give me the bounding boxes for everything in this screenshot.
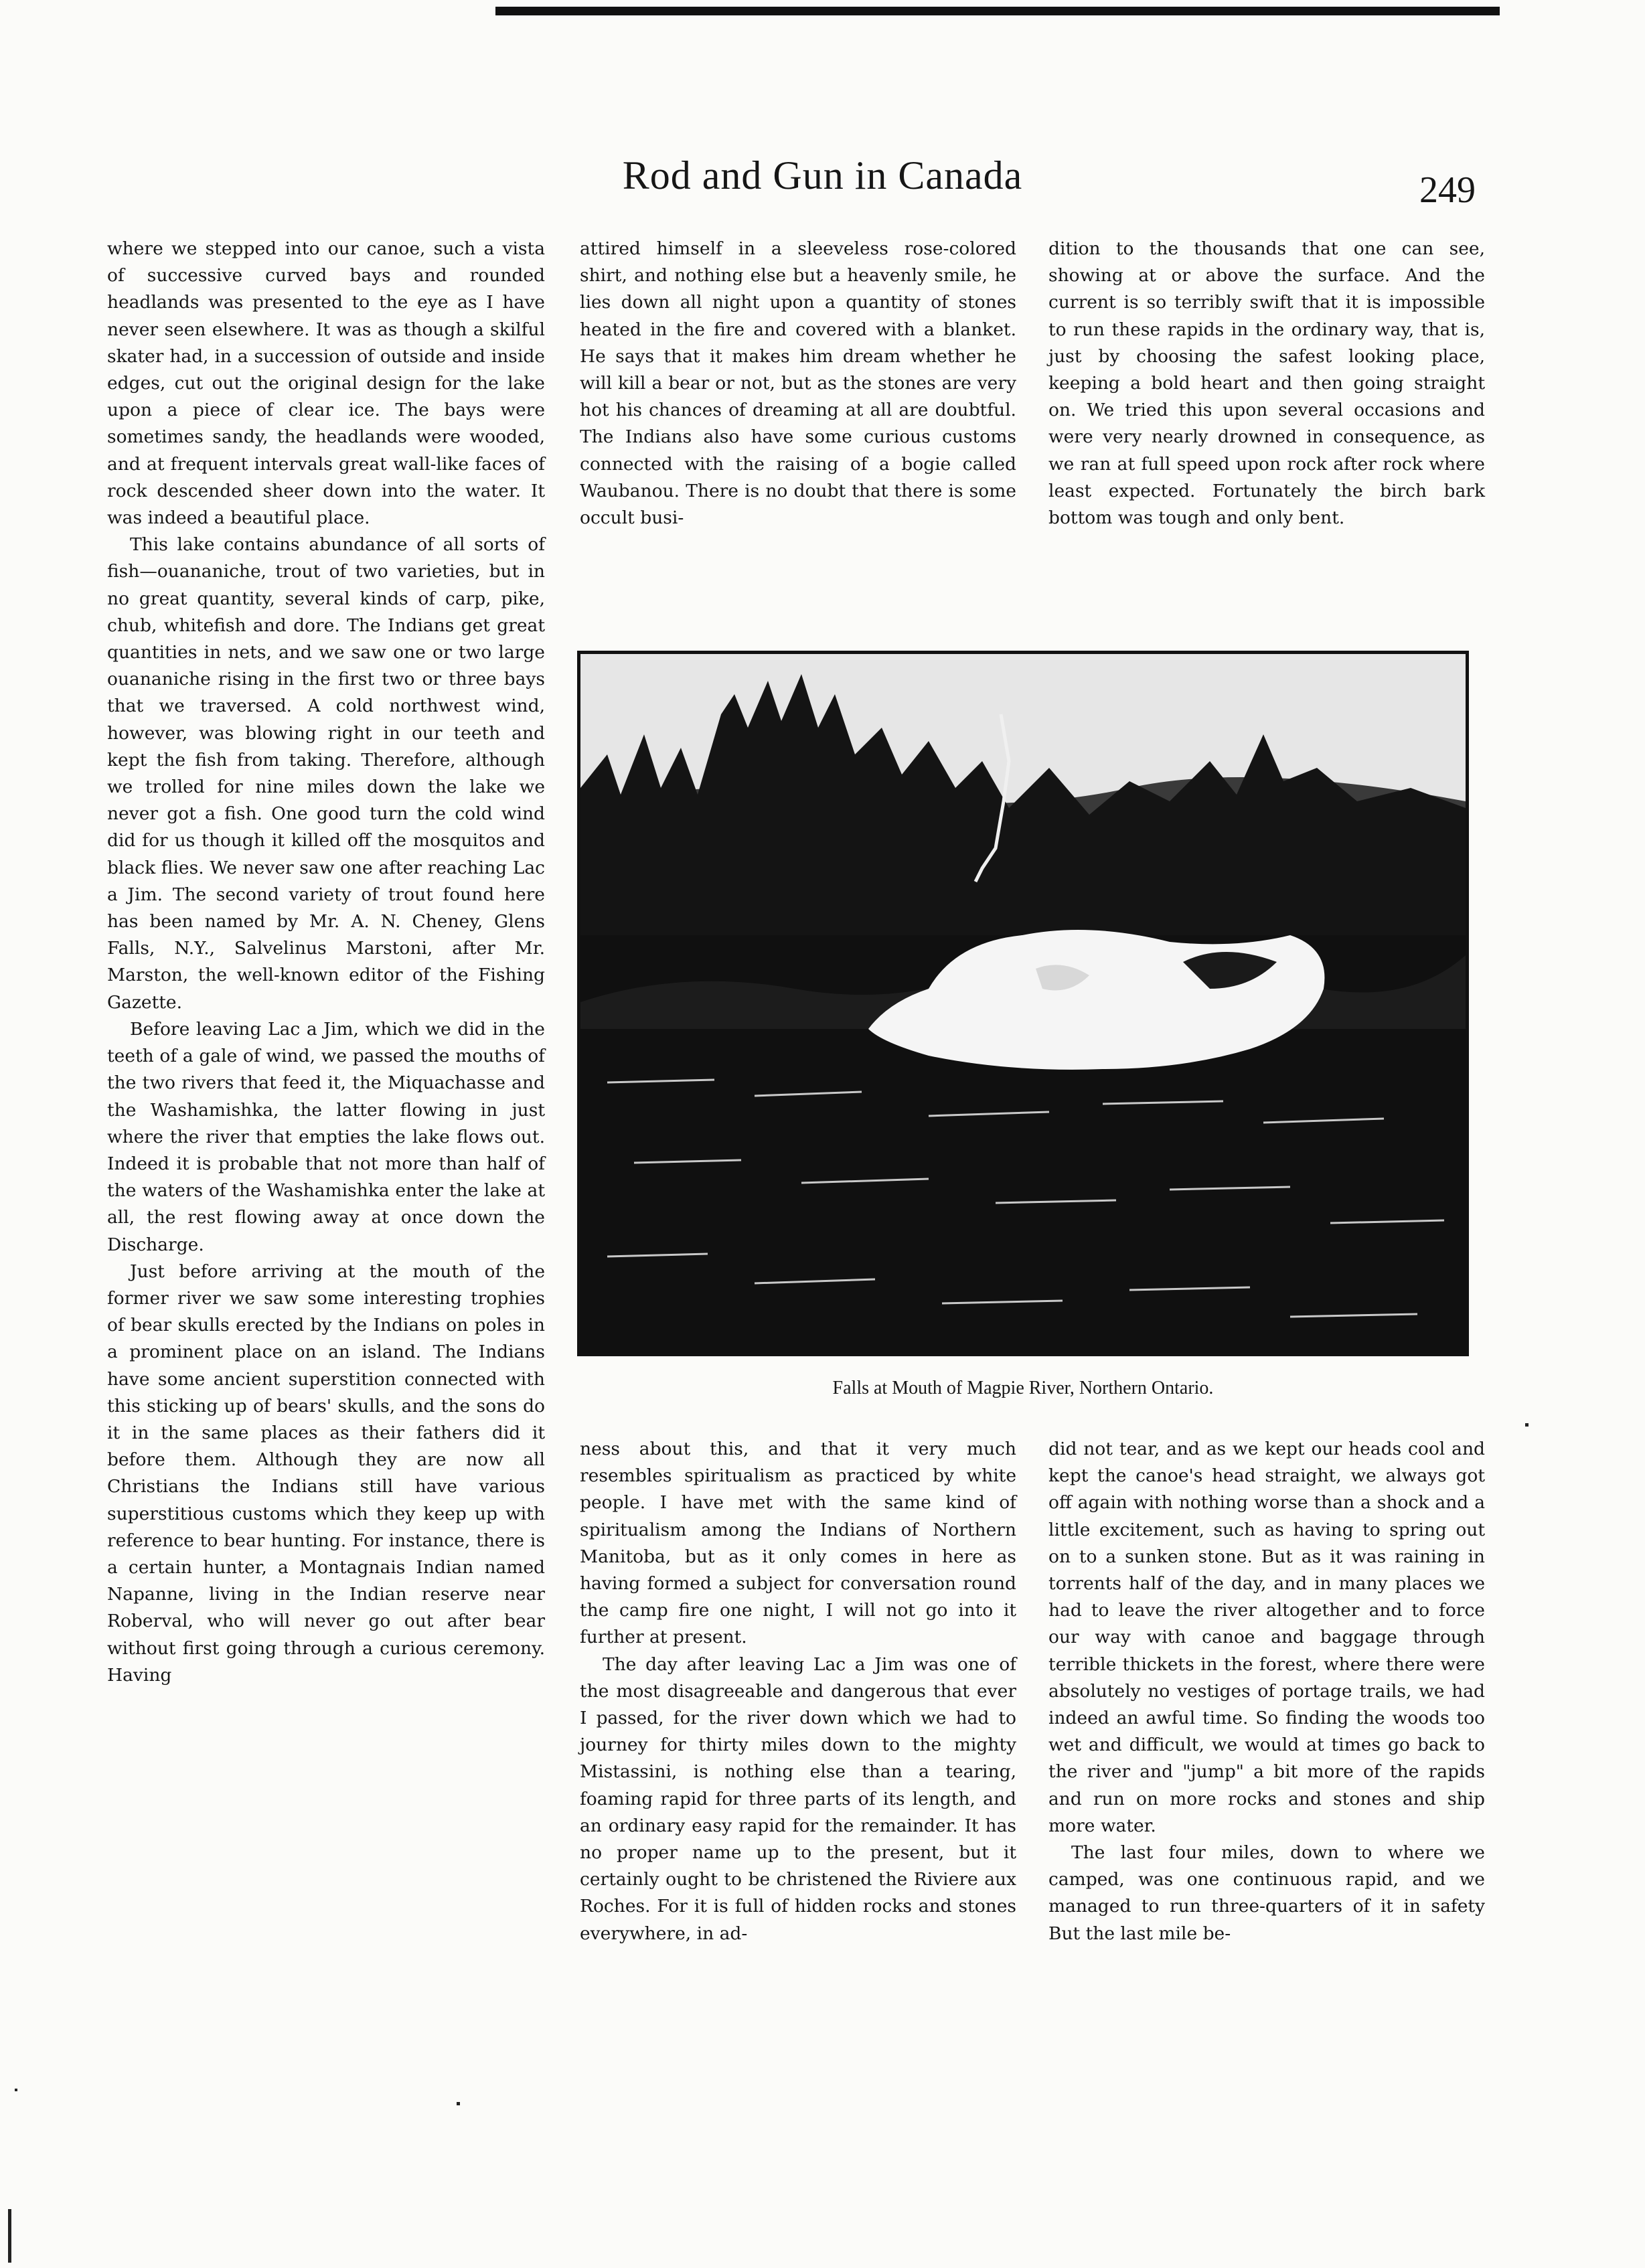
paragraph: Before leaving Lac a Jim, which we did in the teeth of a gale of wind, we passed the mouths of the two rivers that feed it, the Miquachasse and the Washamishka, the latter flowing in just where the river that empties the lake flows out. Indeed it is probable that not more than half of the waters of the Washamishka enter the lake at all, the rest flowing away at once down the Discharge. [107, 1018, 545, 1255]
page-number: 249 [1419, 169, 1476, 211]
column-2-top [580, 236, 1016, 532]
paragraph: The day after leaving Lac a Jim was one of the most disagreeable and dangerous that ever I passed, for the river down which we had to journey for thirty miles down to the mighty Mistassini, is nothing else than a tearing, foaming rapid for three parts of its length, and an ordinary easy rapid for the remainder. It has no proper name up to the present, but it certainly ought to be christened the Riviere aux Roches. For it is full of hidden rocks and stones everywhere, in ad- [580, 1653, 1016, 1944]
scan-speck [457, 2102, 460, 2105]
column-3-top [1048, 236, 1485, 532]
scan-edge-mark [8, 2209, 11, 2263]
paragraph: dition to the thousands that one can see, showing at or above the surface. And the current is so terribly swift that it is impossible to run these rapids in the ordinary way, that is, just by choosing the safest looking place, keeping a bold heart and then going straight on. We tried this upon several occasions and were very nearly drowned in consequence, as we ran at full speed upon rock after rock where least expected. Fortunately the birch bark bottom was tough and only bent. [1048, 238, 1485, 529]
running-header-title: Rod and Gun in Canada [622, 153, 1023, 197]
photograph-magpie-falls [577, 651, 1469, 1356]
column-3-bottom [1048, 1436, 1485, 1947]
top-rule [495, 7, 1500, 15]
paragraph: where we stepped into our canoe, such a vista of successive curved bays and rounded headlands was presented to the eye as I have never seen elsewhere. It was as though a skilful skater had, in a succession of outside and inside edges, cut out the original design for the lake upon a piece of clear ice. The bays were sometimes sandy, the headlands were wooded, and at frequent intervals great wall-like faces of rock descended sheer down into the water. It was indeed a beautiful place. [107, 238, 545, 529]
column-2-bottom [580, 1436, 1016, 1947]
scan-speck [15, 2089, 17, 2091]
falls-photo-illustration [580, 654, 1466, 1353]
paragraph: Just before arriving at the mouth of the former river we saw some interesting trophies of bear skulls erected by the Indians on poles in a prominent place on an island. The Indians have some ancient superstition connected with this sticking up of bears' skulls, and the sons do it in the same places as their fathers did it before them. Although they are now all Christians the Indians still have various superstitious customs which they keep up with reference to bear hunting. For instance, there is a certain hunter, a Montagnais Indian named Napanne, living in the Indian reserve near Roberval, who will never go out after bear without first going through a curious ceremony. Having [107, 1261, 545, 1686]
paragraph: The last four miles, down to where we camped, was one continuous rapid, and we managed to run three-quarters of it in safety But the last mile be- [1048, 1842, 1485, 1944]
paragraph: This lake contains abundance of all sorts of fish—ouananiche, trout of two varieties, but in no great quantity, several kinds of carp, pike, chub, whitefish and dore. The Indians get great quantities in nets, and we saw one or two large ouananiche rising in the first two or three bays that we traversed. A cold northwest wind, however, was blowing right in our teeth and kept the fish from taking. Therefore, although we trolled for nine miles down the lake we never got a fish. One good turn the cold wind did for us though it killed off the mosquitos and black flies. We never saw one after reaching Lac a Jim. The second variety of trout found here has been named by Mr. A. N. Cheney, Glens Falls, N.Y., Salvelinus Marstoni, after Mr. Marston, the well-known editor of the Fishing Gazette. [107, 534, 545, 1013]
column-1 [107, 236, 545, 1689]
paragraph: attired himself in a sleeveless rose-colored shirt, and nothing else but a heavenly smile, he lies down all night upon a quantity of stones heated in the fire and covered with a blanket. He says that it makes him dream whether he will kill a bear or not, but as the stones are very hot his chances of dreaming at all are doubtful. The Indians also have some curious customs connected with the raising of a bogie called Waubanou. There is no doubt that there is some occult busi- [580, 238, 1016, 529]
figure-caption: Falls at Mouth of Magpie River, Northern Ontario. [832, 1378, 1214, 1398]
paragraph: ness about this, and that it very much resembles spiritualism as practiced by white people. I have met with the same kind of spiritualism among the Indians of Northern Manitoba, but as it only comes in here as having formed a subject for conversation round the camp fire one night, I will not go into it further at present. [580, 1439, 1016, 1648]
paragraph: did not tear, and as we kept our heads cool and kept the canoe's head straight, we always got off again with nothing worse than a shock and a little excitement, such as having to spring out on to a sunken stone. But as it was raining in torrents half of the day, and in many places we had to leave the river altogether and to force our way with canoe and baggage through terrible thickets in the forest, where there were absolutely no vestiges of portage trails, we had indeed an awful time. So finding the woods too wet and difficult, we would at times go back to the river and "jump" a bit more of the rapids and run on more rocks and stones and ship more water. [1048, 1439, 1485, 1836]
scan-speck [1525, 1423, 1529, 1427]
